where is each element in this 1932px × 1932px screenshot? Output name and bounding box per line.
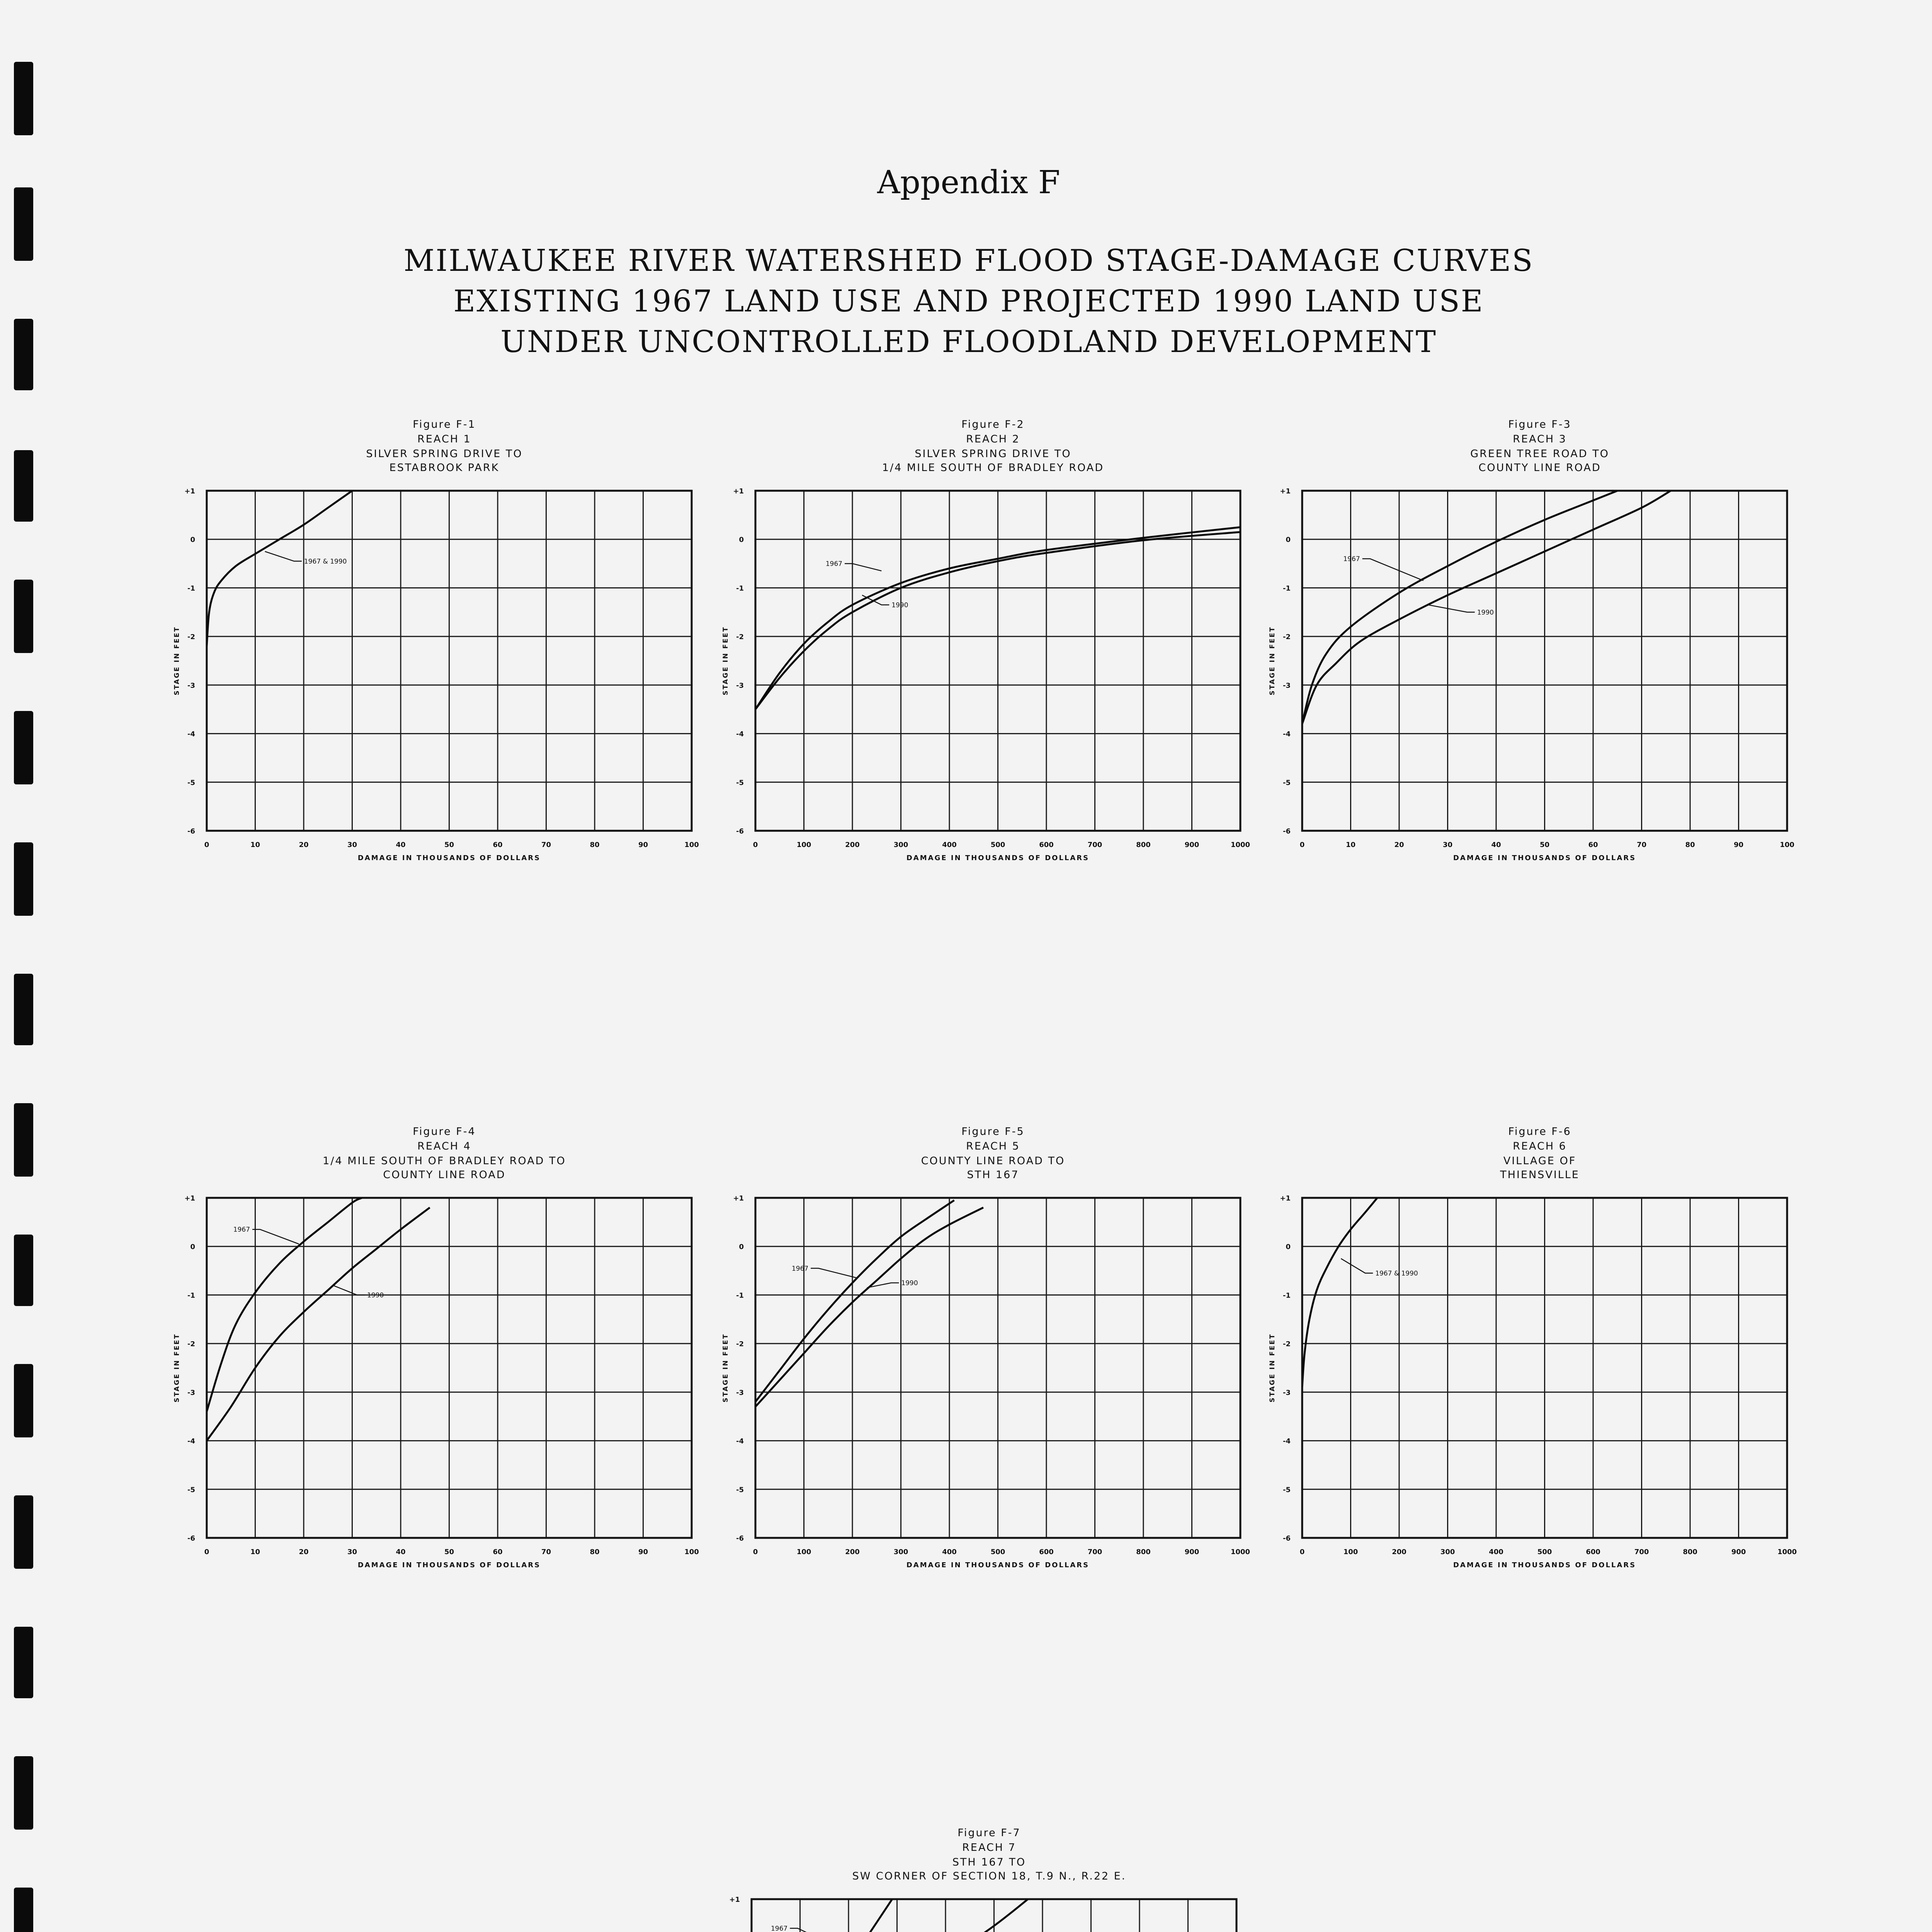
figure-subtitle: COUNTY LINE ROAD <box>383 1169 506 1181</box>
figure-subtitle: VILLAGE OF <box>1503 1155 1577 1167</box>
figure-subtitle: GREEN TREE ROAD TO <box>1470 448 1609 460</box>
y-tick-label: +1 <box>1280 1194 1291 1202</box>
annotation-label: 1990 <box>367 1291 384 1299</box>
annotation-label: 1990 <box>891 601 908 609</box>
x-tick-label: 100 <box>796 841 811 849</box>
x-tick-label: 400 <box>942 1548 957 1556</box>
x-tick-label: 500 <box>990 841 1005 849</box>
x-tick-label: 100 <box>684 841 699 849</box>
x-tick-label: 900 <box>1731 1548 1746 1556</box>
x-tick-label: 100 <box>1343 1548 1358 1556</box>
annotation-label: 1967 <box>233 1226 250 1234</box>
figure-subtitle: COUNTY LINE ROAD <box>1478 462 1601 474</box>
binding-mark <box>14 711 33 784</box>
series-line <box>1302 491 1671 724</box>
x-tick-label: 20 <box>1394 841 1404 849</box>
y-tick-label: +1 <box>184 1194 195 1202</box>
figure-number: Figure F-3 <box>1508 418 1571 430</box>
x-tick-label: 80 <box>590 1548 600 1556</box>
figure-f-2 <box>719 419 1267 867</box>
x-tick-label: 10 <box>1345 841 1356 849</box>
figure-f-6 <box>1265 1126 1814 1575</box>
page-title-line: EXISTING 1967 LAND USE AND PROJECTED 1990 LAND USE <box>453 284 1484 319</box>
series-line <box>1302 1198 1378 1387</box>
y-axis-label: STAGE IN FEET <box>1269 626 1276 696</box>
x-tick-label: 70 <box>1636 841 1647 849</box>
stage-damage-chart <box>170 1126 719 1575</box>
x-tick-label: 100 <box>1780 841 1794 849</box>
x-tick-label: 300 <box>1440 1548 1455 1556</box>
x-tick-label: 50 <box>444 1548 454 1556</box>
y-tick-label: -3 <box>736 681 744 690</box>
figure-f-5 <box>719 1126 1267 1575</box>
y-tick-label: -3 <box>1283 681 1291 690</box>
x-tick-label: 500 <box>1537 1548 1552 1556</box>
figure-subtitle: SILVER SPRING DRIVE TO <box>915 448 1071 460</box>
x-tick-label: 30 <box>1442 841 1453 849</box>
annotation-leader <box>1428 605 1475 612</box>
annotation-label: 1967 <box>770 1925 788 1932</box>
y-tick-label: +1 <box>733 487 744 495</box>
appendix-heading: Appendix F <box>877 164 1060 201</box>
y-tick-label: -1 <box>736 584 744 593</box>
x-tick-label: 50 <box>444 841 454 849</box>
annotation-label: 1967 <box>1343 555 1360 563</box>
annotation-leader <box>1362 559 1423 581</box>
figure-reach: REACH 5 <box>966 1140 1020 1152</box>
y-axis-label: STAGE IN FEET <box>173 1333 181 1403</box>
x-tick-label: 700 <box>1634 1548 1649 1556</box>
y-tick-label: -4 <box>187 730 195 738</box>
y-axis-label: STAGE IN FEET <box>722 626 730 696</box>
x-tick-label: 400 <box>942 841 957 849</box>
binding-mark <box>14 1103 33 1177</box>
y-tick-label: -1 <box>736 1291 744 1300</box>
x-tick-label: 20 <box>299 841 309 849</box>
x-tick-label: 10 <box>250 1548 260 1556</box>
y-tick-label: -1 <box>187 584 195 593</box>
annotation-leader <box>333 1285 365 1295</box>
x-tick-label: 70 <box>541 1548 551 1556</box>
x-tick-label: 800 <box>1136 841 1151 849</box>
x-tick-label: 1000 <box>1777 1548 1797 1556</box>
y-tick-label: -5 <box>736 779 744 787</box>
figure-subtitle: SW CORNER OF SECTION 18, T.9 N., R.22 E. <box>852 1870 1126 1882</box>
x-tick-label: 20 <box>299 1548 309 1556</box>
y-tick-label: -6 <box>187 1534 195 1543</box>
stage-damage-chart <box>1265 1126 1814 1575</box>
x-tick-label: 700 <box>1087 841 1102 849</box>
x-tick-label: 90 <box>638 841 648 849</box>
binding-mark <box>14 450 33 522</box>
figure-subtitle: STH 167 <box>967 1169 1019 1181</box>
figure-f-1 <box>170 419 719 867</box>
y-tick-label: -4 <box>1283 1437 1291 1446</box>
y-tick-label: -6 <box>736 827 744 835</box>
x-tick-label: 30 <box>347 841 357 849</box>
page-title-line: UNDER UNCONTROLLED FLOODLAND DEVELOPMENT <box>500 325 1437 359</box>
x-tick-label: 60 <box>1588 841 1598 849</box>
y-axis-label: STAGE IN FEET <box>173 626 181 696</box>
annotation-label: 1990 <box>1477 609 1494 617</box>
x-tick-label: 600 <box>1039 841 1054 849</box>
y-tick-label: 0 <box>1286 1243 1291 1251</box>
x-tick-label: 70 <box>541 841 551 849</box>
binding-mark <box>14 62 33 135</box>
x-tick-label: 0 <box>753 1548 758 1556</box>
x-axis-label: DAMAGE IN THOUSANDS OF DOLLARS <box>1453 854 1636 862</box>
series-line <box>207 1208 430 1441</box>
figure-subtitle: STH 167 TO <box>952 1856 1026 1868</box>
stage-damage-chart <box>719 419 1267 867</box>
x-tick-label: 60 <box>493 1548 503 1556</box>
figure-subtitle: THIENSVILLE <box>1500 1169 1580 1181</box>
annotation-leader <box>845 564 881 571</box>
binding-mark <box>14 1627 33 1698</box>
y-tick-label: 0 <box>739 1243 744 1251</box>
x-tick-label: 90 <box>1733 841 1744 849</box>
figure-subtitle: COUNTY LINE ROAD TO <box>921 1155 1065 1167</box>
x-tick-label: 800 <box>1683 1548 1697 1556</box>
y-tick-label: -2 <box>736 1340 744 1349</box>
binding-mark <box>14 580 33 653</box>
x-tick-label: 700 <box>1087 1548 1102 1556</box>
y-tick-label: -5 <box>1283 1486 1291 1494</box>
figure-reach: REACH 2 <box>966 433 1020 445</box>
y-tick-label: -2 <box>1283 633 1291 641</box>
binding-mark <box>14 1235 33 1306</box>
x-tick-label: 40 <box>1491 841 1501 849</box>
annotation-label: 1967 <box>791 1265 809 1273</box>
y-tick-label: +1 <box>1280 487 1291 495</box>
x-axis-label: DAMAGE IN THOUSANDS OF DOLLARS <box>906 1561 1090 1569</box>
series-line <box>1302 491 1617 724</box>
x-tick-label: 50 <box>1539 841 1550 849</box>
binding-mark <box>14 974 33 1045</box>
y-axis-label: STAGE IN FEET <box>1269 1333 1276 1403</box>
y-tick-label: -1 <box>187 1291 195 1300</box>
figure-reach: REACH 6 <box>1513 1140 1567 1152</box>
y-tick-label: -6 <box>736 1534 744 1543</box>
binding-mark <box>14 1888 33 1932</box>
figure-number: Figure F-7 <box>957 1827 1021 1839</box>
y-tick-label: -2 <box>736 633 744 641</box>
x-tick-label: 80 <box>1685 841 1695 849</box>
x-tick-label: 600 <box>1039 1548 1054 1556</box>
y-tick-label: 0 <box>1286 536 1291 544</box>
y-tick-label: -3 <box>187 681 195 690</box>
y-tick-label: -4 <box>736 730 744 738</box>
x-tick-label: 90 <box>638 1548 648 1556</box>
x-tick-label: 0 <box>204 841 209 849</box>
figure-f-3 <box>1265 419 1814 867</box>
annotation-label: 1967 <box>825 560 842 568</box>
page-title-line: MILWAUKEE RIVER WATERSHED FLOOD STAGE-DAMAGE CURVES <box>403 243 1534 278</box>
annotation-leader <box>790 1928 834 1932</box>
y-tick-label: 0 <box>739 536 744 544</box>
x-tick-label: 900 <box>1184 1548 1199 1556</box>
x-tick-label: 0 <box>204 1548 209 1556</box>
y-tick-label: -4 <box>1283 730 1291 738</box>
binding-mark <box>14 1495 33 1569</box>
x-tick-label: 0 <box>1299 841 1305 849</box>
binding-mark <box>14 1364 33 1437</box>
y-tick-label: -3 <box>736 1388 744 1397</box>
figure-f-4 <box>170 1126 719 1575</box>
figure-reach: REACH 3 <box>1513 433 1567 445</box>
y-tick-label: +1 <box>729 1896 740 1904</box>
x-tick-label: 600 <box>1586 1548 1600 1556</box>
x-tick-label: 1000 <box>1230 841 1250 849</box>
y-tick-label: -2 <box>187 1340 195 1349</box>
figure-number: Figure F-5 <box>961 1126 1025 1138</box>
y-tick-label: -5 <box>187 779 195 787</box>
y-tick-label: 0 <box>190 1243 195 1251</box>
x-tick-label: 400 <box>1489 1548 1503 1556</box>
annotation-label: 1990 <box>901 1279 918 1287</box>
stage-damage-chart <box>1265 419 1814 867</box>
y-tick-label: +1 <box>733 1194 744 1202</box>
annotation-label: 1967 & 1990 <box>304 558 347 566</box>
x-axis-label: DAMAGE IN THOUSANDS OF DOLLARS <box>1453 1561 1636 1569</box>
figure-f-7 <box>715 1828 1264 1932</box>
x-tick-label: 900 <box>1184 841 1199 849</box>
x-tick-label: 0 <box>753 841 758 849</box>
x-axis-label: DAMAGE IN THOUSANDS OF DOLLARS <box>357 854 541 862</box>
x-tick-label: 200 <box>845 841 860 849</box>
x-tick-label: 200 <box>845 1548 860 1556</box>
x-tick-label: 60 <box>493 841 503 849</box>
y-tick-label: -4 <box>736 1437 744 1446</box>
y-tick-label: -2 <box>1283 1340 1291 1349</box>
y-tick-label: -3 <box>187 1388 195 1397</box>
x-tick-label: 10 <box>250 841 260 849</box>
y-tick-label: -2 <box>187 633 195 641</box>
figure-reach: REACH 7 <box>962 1842 1016 1854</box>
y-tick-label: -3 <box>1283 1388 1291 1397</box>
x-tick-label: 30 <box>347 1548 357 1556</box>
figure-reach: REACH 1 <box>417 433 471 445</box>
binding-mark <box>14 1756 33 1830</box>
figure-subtitle: 1/4 MILE SOUTH OF BRADLEY ROAD <box>882 462 1104 474</box>
x-tick-label: 0 <box>1299 1548 1305 1556</box>
annotation-leader <box>1341 1259 1373 1273</box>
x-tick-label: 300 <box>893 841 908 849</box>
y-tick-label: -5 <box>736 1486 744 1494</box>
binding-mark <box>14 842 33 916</box>
y-tick-label: 0 <box>190 536 195 544</box>
annotation-label: 1967 & 1990 <box>1375 1269 1418 1277</box>
figure-number: Figure F-6 <box>1508 1126 1571 1138</box>
x-tick-label: 40 <box>396 1548 406 1556</box>
x-tick-label: 100 <box>796 1548 811 1556</box>
annotation-leader <box>811 1268 857 1278</box>
x-axis-label: DAMAGE IN THOUSANDS OF DOLLARS <box>906 854 1090 862</box>
x-tick-label: 100 <box>684 1548 699 1556</box>
y-axis-label: STAGE IN FEET <box>722 1333 730 1403</box>
y-tick-label: -5 <box>1283 779 1291 787</box>
y-tick-label: -1 <box>1283 584 1291 593</box>
y-tick-label: -5 <box>187 1486 195 1494</box>
stage-damage-chart <box>719 1126 1267 1575</box>
figure-number: Figure F-4 <box>413 1126 476 1138</box>
y-tick-label: -6 <box>187 827 195 835</box>
y-tick-label: +1 <box>184 487 195 495</box>
y-tick-label: -1 <box>1283 1291 1291 1300</box>
stage-damage-chart <box>170 419 719 867</box>
series-line <box>207 1198 362 1412</box>
annotation-leader <box>252 1230 299 1244</box>
annotation-leader <box>265 551 302 561</box>
series-line <box>207 491 352 646</box>
figure-subtitle: 1/4 MILE SOUTH OF BRADLEY ROAD TO <box>323 1155 566 1167</box>
y-tick-label: -4 <box>187 1437 195 1446</box>
y-tick-label: -6 <box>1283 827 1291 835</box>
x-tick-label: 40 <box>396 841 406 849</box>
figure-number: Figure F-2 <box>961 418 1025 430</box>
x-tick-label: 80 <box>590 841 600 849</box>
figure-subtitle: SILVER SPRING DRIVE TO <box>366 448 523 460</box>
x-tick-label: 500 <box>990 1548 1005 1556</box>
stage-damage-chart <box>715 1828 1264 1932</box>
y-tick-label: -6 <box>1283 1534 1291 1543</box>
x-tick-label: 800 <box>1136 1548 1151 1556</box>
figure-number: Figure F-1 <box>413 418 476 430</box>
x-tick-label: 1000 <box>1230 1548 1250 1556</box>
x-axis-label: DAMAGE IN THOUSANDS OF DOLLARS <box>357 1561 541 1569</box>
x-tick-label: 300 <box>893 1548 908 1556</box>
figure-reach: REACH 4 <box>417 1140 471 1152</box>
x-tick-label: 200 <box>1392 1548 1406 1556</box>
figure-subtitle: ESTABROOK PARK <box>389 462 500 474</box>
